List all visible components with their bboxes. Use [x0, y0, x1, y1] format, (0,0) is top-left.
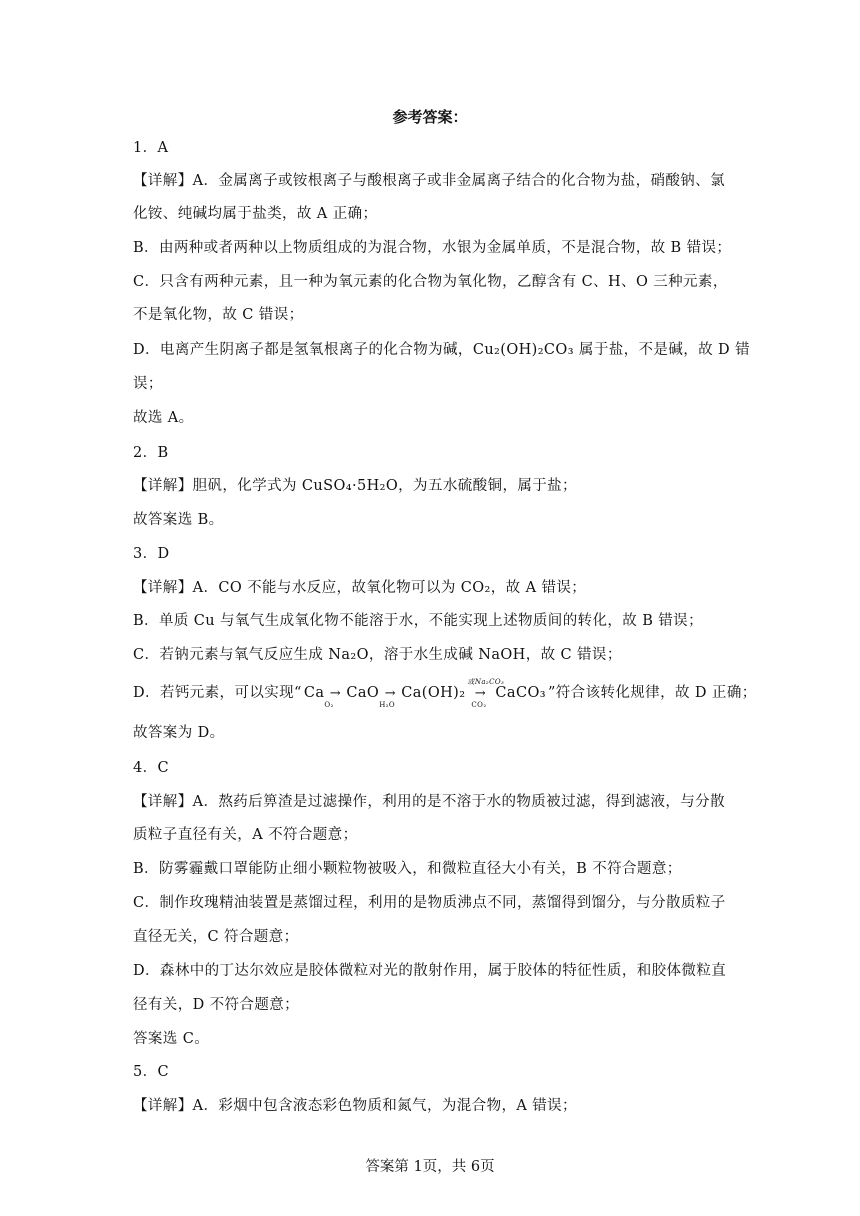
- reaction-arrow: [467, 677, 505, 709]
- answer-line: 3．D: [133, 546, 170, 562]
- reaction-arrow: [324, 685, 344, 709]
- answer-line: C．制作玫瑰精油装置是蒸馏过程，利用的是物质沸点不同，蒸馏得到馏分，与分散质粒子: [133, 895, 726, 911]
- answer-line: 【详解】A．CO 不能与水反应，故氧化物可以为 CO₂，故 A 错误；: [133, 580, 587, 596]
- arrow-label-o2: O₂: [324, 700, 334, 709]
- page-title: 参考答案：: [392, 108, 468, 126]
- answer-line: 质粒子直径有关，A 不符合题意；: [133, 827, 358, 843]
- answer-line: 误；: [133, 376, 163, 392]
- answer-line: 1．A: [133, 140, 169, 156]
- answer-line: 2．B: [133, 445, 169, 461]
- answer-line: 答案选 C。: [133, 1031, 210, 1047]
- answer-line: B．单质 Cu 与氧气生成氧化物不能溶于水，不能实现上述物质间的转化，故 B 错误；: [133, 613, 703, 629]
- answer-line: 故答案为 D。: [133, 725, 225, 741]
- answer-line: 【详解】A．熬药后箅渣是过滤操作，利用的是不溶于水的物质被过滤，得到滤液，与分散: [133, 794, 725, 810]
- answer-line: C．若钠元素与氧气反应生成 Na₂O，溶于水生成碱 NaOH，故 C 错误；: [133, 647, 622, 663]
- arrow-label-na2co3: 或Na₂CO₃: [467, 677, 505, 686]
- answer-line: D．森林中的丁达尔效应是胶体微粒对光的散射作用，属于胶体的特征性质，和胶体微粒直: [133, 963, 727, 979]
- formula-ca: Ca: [303, 685, 325, 701]
- arrow-label-co2: CO₂: [471, 700, 487, 709]
- answer-line: 【详解】A．金属离子或铵根离子与酸根离子或非金属离子结合的化合物为盐，硝酸钠、氯: [133, 173, 725, 189]
- arrow-icon: →: [474, 685, 487, 701]
- equation-prefix: D．若钙元素，可以实现“: [133, 685, 302, 701]
- answer-line: 5．C: [133, 1064, 170, 1080]
- answer-line: 故选 A。: [133, 410, 194, 426]
- formula-caoh2: Ca(OH)₂: [401, 685, 466, 701]
- answer-line: 【详解】A．彩烟中包含液态彩色物质和氮气，为混合物，A 错误；: [133, 1098, 577, 1114]
- page-footer: 答案第 1页，共 6页: [365, 1159, 495, 1175]
- answer-line: C．只含有两种元素，且一种为氧元素的化合物为氧化物，乙醇含有 C、H、O 三种元素，: [133, 274, 728, 290]
- answer-line: 化铵、纯碱均属于盐类，故 A 正确；: [133, 206, 378, 222]
- reaction-arrow: [379, 685, 399, 709]
- arrow-icon: →: [384, 685, 396, 701]
- answer-line: D．电离产生阴离子都是氢氧根离子的化合物为碱，Cu₂(OH)₂CO₃ 属于盐，不是碱，故 D 错: [133, 342, 750, 358]
- answer-line: 不是氧化物，故 C 错误；: [133, 307, 304, 323]
- arrow-icon: →: [329, 685, 342, 701]
- arrow-label-h2o: H₂O: [379, 700, 396, 709]
- answer-line: B．防雾霾戴口罩能防止细小颗粒物被吸入，和微粒直径大小有关，B 不符合题意；: [133, 861, 682, 877]
- formula-cao: CaO: [346, 685, 380, 701]
- equation-suffix: ”符合该转化规律，故 D 正确；: [547, 685, 757, 701]
- answer-line: 故答案选 B。: [133, 512, 224, 528]
- answer-line: 4．C: [133, 760, 170, 776]
- answer-line: B．由两种或者两种以上物质组成的为混合物，水银为金属单质，不是混合物，故 B 错误；: [133, 240, 732, 256]
- answer-line: 【详解】胆矾，化学式为 CuSO₄·5H₂O，为五水硫酸铜，属于盐；: [133, 478, 577, 494]
- equation-line: [133, 677, 757, 709]
- answer-line: 直径无关，C 符合题意；: [133, 929, 299, 945]
- formula-caco3: CaCO₃: [495, 685, 546, 701]
- answer-line: 径有关，D 不符合题意；: [133, 997, 300, 1013]
